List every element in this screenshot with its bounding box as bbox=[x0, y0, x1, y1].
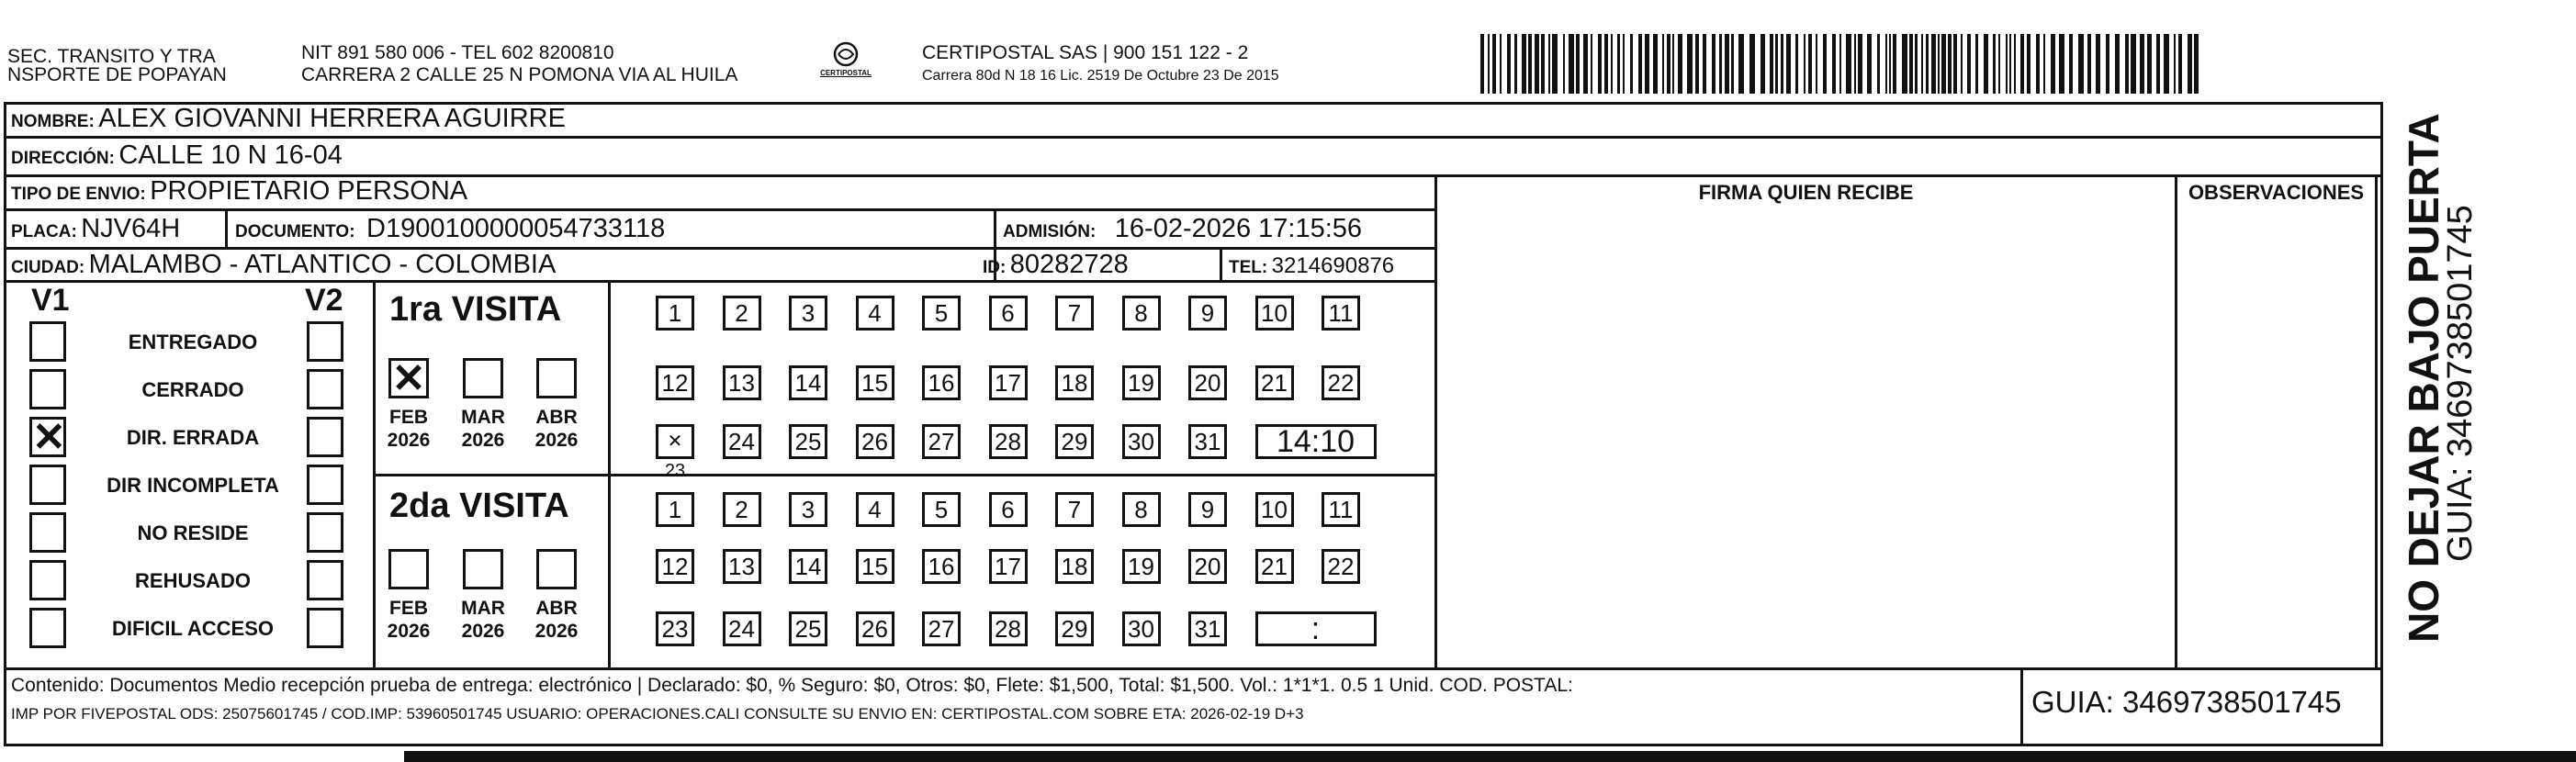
month-checkbox-abr[interactable] bbox=[536, 358, 577, 398]
imp-text: IMP POR FIVEPOSTAL ODS: 25075601745 / COD.IMP: 53960501745 USUARIO: OPERACIONES.CALI CONSULTE SU ENVIO EN: CERTIPOSTAL.COM SOBRE ETA: 2026-02-19 D+3 bbox=[11, 705, 1304, 723]
documento-value: D1900100000054733118 bbox=[366, 214, 666, 243]
day-box[interactable]: ✕ 23 bbox=[656, 424, 694, 459]
day-box[interactable]: 25 bbox=[789, 611, 827, 646]
admision-row bbox=[1003, 214, 1362, 244]
id-value: 80282728 bbox=[1009, 250, 1129, 279]
status-label: NO RESIDE bbox=[137, 521, 249, 544]
logo-emblem-icon bbox=[827, 40, 864, 68]
admision-value: 16-02-2026 17:15:56 bbox=[1114, 214, 1363, 243]
day-box[interactable]: 10 bbox=[1255, 492, 1294, 527]
month-checkbox-feb[interactable] bbox=[388, 549, 429, 589]
month-label: FEB 2026 bbox=[387, 598, 431, 642]
day-box[interactable]: 13 bbox=[723, 365, 761, 400]
placa-label: PLACA: bbox=[11, 222, 77, 241]
day-box[interactable]: 29 bbox=[1055, 424, 1094, 459]
time-box[interactable]: : bbox=[1255, 611, 1377, 646]
day-box[interactable]: 30 bbox=[1122, 424, 1161, 459]
day-box[interactable]: 4 bbox=[856, 296, 894, 331]
direccion-value: CALLE 10 N 16-04 bbox=[118, 140, 343, 170]
day-box[interactable]: 13 bbox=[723, 549, 761, 584]
status-v1-checkbox[interactable] bbox=[29, 512, 66, 553]
day-box[interactable]: 21 bbox=[1255, 365, 1294, 400]
status-v2-checkbox[interactable] bbox=[307, 608, 343, 648]
day-box[interactable]: 24 bbox=[723, 424, 761, 459]
nit-phone: NIT 891 580 006 - TEL 602 8200810 bbox=[301, 42, 614, 63]
month-checkbox-abr[interactable] bbox=[536, 549, 577, 589]
status-v1-checkbox[interactable] bbox=[29, 321, 66, 362]
day-box[interactable]: 2 bbox=[723, 296, 761, 331]
tipo-envio-label: TIPO DE ENVIO: bbox=[11, 185, 146, 204]
day-box[interactable]: 11 bbox=[1322, 296, 1360, 331]
day-box[interactable]: 1 bbox=[656, 492, 694, 527]
license-text: Carrera 80d N 18 16 Lic. 2519 De Octubre 23 De 2015 bbox=[922, 68, 1279, 84]
status-v2-checkbox[interactable] bbox=[307, 417, 343, 457]
month-checkbox-feb[interactable]: ✕ bbox=[388, 358, 429, 398]
status-v1-checkbox[interactable] bbox=[29, 608, 66, 648]
tipo-envio-value: PROPIETARIO PERSONA bbox=[150, 176, 468, 206]
day-box[interactable]: 30 bbox=[1122, 611, 1161, 646]
nombre-value: ALEX GIOVANNI HERRERA AGUIRRE bbox=[98, 104, 566, 133]
placa-row bbox=[11, 214, 180, 244]
month-label: ABR 2026 bbox=[534, 407, 579, 451]
status-v2-checkbox[interactable] bbox=[307, 465, 343, 505]
day-box[interactable]: 10 bbox=[1255, 296, 1294, 331]
issuer-line-1: SEC. TRANSITO Y TRA bbox=[7, 46, 216, 67]
status-label: REHUSADO bbox=[135, 569, 251, 592]
day-box[interactable]: 26 bbox=[856, 611, 894, 646]
day-box[interactable]: 6 bbox=[989, 296, 1028, 331]
day-box[interactable]: 12 bbox=[656, 549, 694, 584]
status-label: DIR. ERRADA bbox=[126, 426, 260, 449]
nombre-row bbox=[11, 104, 566, 134]
day-box[interactable]: 20 bbox=[1188, 365, 1227, 400]
day-box[interactable]: 26 bbox=[856, 424, 894, 459]
status-label: CERRADO bbox=[141, 378, 244, 401]
status-v2-checkbox[interactable] bbox=[307, 512, 343, 553]
day-box[interactable]: 24 bbox=[723, 611, 761, 646]
issuer-line-2: NSPORTE DE POPAYAN bbox=[7, 64, 227, 85]
day-box[interactable]: 17 bbox=[989, 365, 1028, 400]
documento-row bbox=[235, 214, 665, 244]
day-box[interactable]: 1 bbox=[656, 296, 694, 331]
ciudad-row bbox=[11, 250, 556, 280]
month-label: MAR 2026 bbox=[461, 598, 505, 642]
month-label: ABR 2026 bbox=[534, 598, 579, 642]
day-box[interactable]: 5 bbox=[922, 492, 961, 527]
direccion-row bbox=[11, 140, 343, 171]
day-box[interactable]: 17 bbox=[989, 549, 1028, 584]
day-box[interactable]: 16 bbox=[922, 549, 961, 584]
day-box[interactable]: 18 bbox=[1055, 365, 1094, 400]
day-box[interactable]: 5 bbox=[922, 296, 961, 331]
visit2-title: 2da VISITA bbox=[389, 487, 569, 525]
status-v1-checkbox[interactable] bbox=[29, 369, 66, 409]
day-box[interactable]: 22 bbox=[1322, 365, 1360, 400]
month-label: MAR 2026 bbox=[461, 407, 505, 451]
day-box[interactable]: 28 bbox=[989, 424, 1028, 459]
observaciones-header: OBSERVACIONES bbox=[2188, 181, 2365, 204]
day-box[interactable]: 27 bbox=[922, 424, 961, 459]
certipostal-logo bbox=[804, 40, 887, 88]
day-box[interactable]: 3 bbox=[789, 296, 827, 331]
bottom-edge bbox=[404, 751, 2576, 762]
firma-area[interactable] bbox=[1438, 209, 2173, 666]
firma-header: FIRMA QUIEN RECIBE bbox=[1698, 181, 1914, 204]
admision-label: ADMISIÓN: bbox=[1003, 222, 1097, 241]
day-box[interactable]: 6 bbox=[989, 492, 1028, 527]
day-box[interactable]: 27 bbox=[922, 611, 961, 646]
day-box[interactable]: 19 bbox=[1122, 365, 1161, 400]
status-v1-checkbox[interactable]: ✕ bbox=[29, 417, 66, 457]
day-box[interactable]: 19 bbox=[1122, 549, 1161, 584]
side-guia: GUIA: 3469738501745 bbox=[2441, 205, 2480, 562]
placa-value: NJV64H bbox=[81, 214, 181, 243]
visit1-title: 1ra VISITA bbox=[389, 290, 562, 329]
month-checkbox-mar[interactable] bbox=[463, 549, 503, 589]
id-label: ID: bbox=[983, 258, 1007, 277]
barcode bbox=[1480, 34, 2199, 94]
day-box[interactable]: 7 bbox=[1055, 296, 1094, 331]
day-box[interactable]: 2 bbox=[723, 492, 761, 527]
day-box[interactable]: 22 bbox=[1322, 549, 1360, 584]
direccion-label: DIRECCIÓN: bbox=[11, 149, 115, 168]
day-box[interactable]: 15 bbox=[856, 549, 894, 584]
status-label: ENTREGADO bbox=[128, 331, 258, 353]
day-box[interactable]: 15 bbox=[856, 365, 894, 400]
ciudad-value: MALAMBO - ATLANTICO - COLOMBIA bbox=[88, 250, 557, 279]
day-box[interactable]: 28 bbox=[989, 611, 1028, 646]
footer-guia: GUIA: 3469738501745 bbox=[2031, 685, 2342, 719]
day-box[interactable]: 9 bbox=[1188, 492, 1227, 527]
observaciones-area[interactable] bbox=[2178, 209, 2374, 666]
day-box[interactable]: 18 bbox=[1055, 549, 1094, 584]
v1-label: V1 bbox=[31, 283, 70, 318]
documento-label: DOCUMENTO: bbox=[235, 222, 355, 241]
tel-row bbox=[1229, 253, 1394, 279]
logo-text: CERTIPOSTAL bbox=[820, 69, 872, 77]
status-label: DIR INCOMPLETA bbox=[107, 474, 279, 497]
issuer-address: CARRERA 2 CALLE 25 N POMONA VIA AL HUILA bbox=[301, 64, 738, 85]
barcode-bars bbox=[1480, 34, 2199, 94]
day-box[interactable]: 21 bbox=[1255, 549, 1294, 584]
tel-label: TEL: bbox=[1229, 258, 1268, 277]
time-box[interactable]: 14:10 bbox=[1255, 424, 1377, 459]
v2-label: V2 bbox=[305, 283, 343, 318]
status-v1-checkbox[interactable] bbox=[29, 465, 66, 505]
day-box[interactable]: 7 bbox=[1055, 492, 1094, 527]
day-box[interactable]: 16 bbox=[922, 365, 961, 400]
day-box[interactable]: 4 bbox=[856, 492, 894, 527]
day-box[interactable]: 14 bbox=[789, 549, 827, 584]
nombre-label: NOMBRE: bbox=[11, 112, 95, 131]
day-box[interactable]: 29 bbox=[1055, 611, 1094, 646]
status-v2-checkbox[interactable] bbox=[307, 369, 343, 409]
status-v1-checkbox[interactable] bbox=[29, 560, 66, 600]
day-box[interactable]: 11 bbox=[1322, 492, 1360, 527]
day-box[interactable]: 31 bbox=[1188, 424, 1227, 459]
id-row bbox=[983, 250, 1129, 280]
ciudad-label: CIUDAD: bbox=[11, 258, 85, 277]
status-label: DIFICIL ACCESO bbox=[111, 617, 274, 640]
tel-value: 3214690876 bbox=[1271, 253, 1395, 278]
day-box[interactable]: 23 bbox=[656, 611, 694, 646]
day-box[interactable]: 20 bbox=[1188, 549, 1227, 584]
status-v2-checkbox[interactable] bbox=[307, 321, 343, 362]
day-box[interactable]: 12 bbox=[656, 365, 694, 400]
status-v2-checkbox[interactable] bbox=[307, 560, 343, 600]
contenido-text: Contenido: Documentos Medio recepción prueba de entrega: electrónico | Declarado: $0, % Seguro: $0, Otros: $0, Flete: $1,500, Total: $1,500. Vol.: 1*1*1. 0.5 1 Unid. COD. POSTAL: bbox=[11, 675, 1573, 696]
day-box[interactable]: 25 bbox=[789, 424, 827, 459]
day-box[interactable]: 9 bbox=[1188, 296, 1227, 331]
day-box[interactable]: 8 bbox=[1122, 492, 1161, 527]
side-warning: NO DEJAR BAJO PUERTA bbox=[2400, 113, 2447, 643]
day-box[interactable]: 3 bbox=[789, 492, 827, 527]
company-name: CERTIPOSTAL SAS | 900 151 122 - 2 bbox=[922, 42, 1249, 63]
day-box[interactable]: 31 bbox=[1188, 611, 1227, 646]
tipo-envio-row bbox=[11, 176, 467, 207]
day-box[interactable]: 8 bbox=[1122, 296, 1161, 331]
day-box[interactable]: 14 bbox=[789, 365, 827, 400]
month-label: FEB 2026 bbox=[387, 407, 431, 451]
month-checkbox-mar[interactable] bbox=[463, 358, 503, 398]
